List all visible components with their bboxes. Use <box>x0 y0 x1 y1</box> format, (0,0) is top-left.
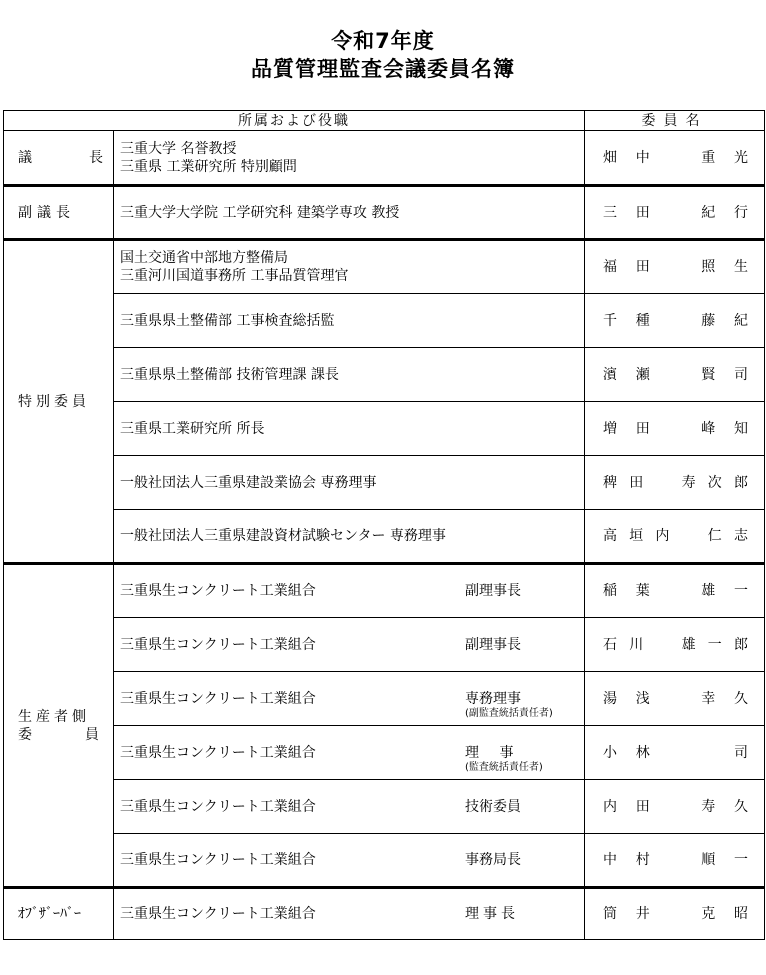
affiliation-cell <box>114 564 585 618</box>
name-char: 郎 <box>733 636 748 653</box>
affiliation-line: 三重県県土整備部 技術管理課 課長 <box>120 366 339 383</box>
name-char: 光 <box>734 149 748 166</box>
affiliation-cell <box>114 618 585 672</box>
role-observer <box>4 888 114 940</box>
table-row <box>4 294 765 348</box>
affiliation-org: 三重県生コンクリート工業組合 <box>120 852 316 868</box>
name-char <box>669 744 683 762</box>
affiliation-line: 国土交通省中部地方整備局 <box>120 250 288 266</box>
member-name-chars <box>603 366 748 384</box>
member-name <box>585 240 765 294</box>
affiliation-position <box>465 851 521 869</box>
member-name-chars <box>603 204 748 222</box>
name-char: 賢 <box>701 366 716 383</box>
member-name <box>585 726 765 780</box>
name-char: 紀 <box>734 312 748 329</box>
member-name-chars <box>603 636 748 654</box>
name-char <box>655 474 669 492</box>
role-text: ｵﾌﾞｻﾞｰﾊﾞｰ <box>18 906 81 922</box>
name-char <box>669 258 683 276</box>
affiliation-cell <box>114 131 585 186</box>
affiliation-line: 三重県県土整備部 工事検査総括監 <box>120 312 335 329</box>
affiliation-cell <box>114 780 585 834</box>
role-text: 副議長 <box>18 204 75 221</box>
member-name-chars <box>603 905 748 923</box>
name-char: 司 <box>734 744 748 761</box>
header-member-name: 委員名 <box>585 111 765 131</box>
position-text: 理 事 <box>465 744 522 761</box>
name-char <box>669 582 683 600</box>
name-char: 峰 <box>701 420 716 437</box>
member-name-chars <box>603 420 748 438</box>
table-header-row <box>4 111 765 131</box>
name-char: 瀬 <box>635 366 650 383</box>
member-roster-table <box>3 110 765 940</box>
member-name <box>585 672 765 726</box>
member-name <box>585 456 765 510</box>
role-char: 員 <box>85 726 103 743</box>
name-char: 志 <box>733 528 748 544</box>
member-name-chars <box>603 851 748 869</box>
affiliation-position <box>465 678 553 720</box>
name-char: 昭 <box>734 906 748 922</box>
name-char: 順 <box>701 852 716 868</box>
name-char <box>669 905 683 923</box>
position-text: 専務理事 <box>465 690 521 707</box>
name-char: 久 <box>734 690 748 707</box>
name-char: 仁 <box>707 528 722 544</box>
member-name <box>585 834 765 888</box>
affiliation-cell <box>114 672 585 726</box>
name-char <box>669 798 683 816</box>
member-name <box>585 510 765 564</box>
name-char: 小 <box>603 744 617 761</box>
member-name <box>585 131 765 186</box>
name-char: 内 <box>603 798 617 815</box>
name-char: 次 <box>707 474 722 491</box>
name-char: 田 <box>635 259 650 275</box>
name-char: 司 <box>734 366 748 383</box>
member-name-chars <box>603 744 748 762</box>
name-char: 増 <box>603 420 617 437</box>
affiliation-org: 三重県生コンクリート工業組合 <box>120 744 316 761</box>
position-text: 技術委員 <box>465 798 521 815</box>
name-char: 種 <box>635 312 650 329</box>
member-name <box>585 186 765 240</box>
name-char <box>669 420 683 438</box>
table-row <box>4 780 765 834</box>
affiliation-line: 三重県工業研究所 所長 <box>120 420 265 437</box>
name-char: 寿 <box>681 474 696 491</box>
name-char: 内 <box>655 528 670 544</box>
affiliation-cell <box>114 294 585 348</box>
name-char: 一 <box>707 636 722 653</box>
name-char: 三 <box>603 204 617 221</box>
name-char: 石 <box>603 636 617 653</box>
affiliation-position <box>465 732 543 774</box>
table-row <box>4 186 765 240</box>
position-text: 副理事長 <box>465 583 521 599</box>
name-char <box>682 527 696 545</box>
affiliation-cell <box>114 456 585 510</box>
name-char: 田 <box>635 798 650 815</box>
table-row <box>4 618 765 672</box>
name-char: 浅 <box>635 690 650 707</box>
position-text: 理事長 <box>465 906 519 922</box>
affiliation-cell <box>114 888 585 940</box>
name-char: 畑 <box>603 149 617 166</box>
role-chair <box>4 131 114 186</box>
member-name-chars <box>603 690 748 708</box>
name-char: 村 <box>635 852 650 868</box>
member-name-chars <box>603 527 748 545</box>
name-char: 垣 <box>629 528 644 544</box>
name-char <box>669 366 683 384</box>
affiliation-position <box>465 798 521 816</box>
name-char: 濱 <box>603 366 617 383</box>
member-name <box>585 618 765 672</box>
position-text: 事務局長 <box>465 852 521 868</box>
table-row <box>4 564 765 618</box>
name-char: 川 <box>629 636 644 653</box>
position-subtitle: (監査統括責任者) <box>465 761 543 773</box>
affiliation-position <box>465 582 521 600</box>
name-char <box>669 690 683 708</box>
name-char: 稗 <box>603 474 617 491</box>
name-char <box>669 851 683 869</box>
name-char <box>669 149 683 167</box>
role-text-line2 <box>18 726 103 744</box>
table-row <box>4 834 765 888</box>
member-name-chars <box>603 582 748 600</box>
affiliation-line: 三重河川国道事務所 工事品質管理官 <box>120 268 349 284</box>
table-row <box>4 726 765 780</box>
name-char: 紀 <box>701 204 716 221</box>
name-char: 一 <box>734 852 748 868</box>
affiliation-cell <box>114 186 585 240</box>
position-subtitle: (副監査統括責任者) <box>465 707 553 719</box>
affiliation-org: 三重県生コンクリート工業組合 <box>120 690 316 707</box>
name-char <box>701 744 715 762</box>
table-row <box>4 456 765 510</box>
affiliation-cell <box>114 348 585 402</box>
table-row <box>4 240 765 294</box>
member-name <box>585 564 765 618</box>
member-name-chars <box>603 474 748 492</box>
affiliation-org: 三重県生コンクリート工業組合 <box>120 798 316 815</box>
affiliation-cell <box>114 726 585 780</box>
name-char: 久 <box>734 798 748 815</box>
role-text: 生産者側 <box>18 708 90 725</box>
name-char: 千 <box>603 312 617 329</box>
name-char <box>655 636 669 654</box>
page-subtitle: 品質管理監査会議委員名簿 <box>251 57 515 81</box>
name-char: 福 <box>603 259 617 275</box>
affiliation-cell <box>114 510 585 564</box>
role-char: 議 <box>18 149 32 166</box>
member-name <box>585 402 765 456</box>
role-char: 委 <box>18 726 36 743</box>
name-char: 克 <box>701 906 716 922</box>
name-char: 田 <box>629 474 644 491</box>
table-row <box>4 888 765 940</box>
role-chair-label <box>18 149 103 167</box>
page-title: 令和7年度 <box>331 29 435 53</box>
member-name-chars <box>603 798 748 816</box>
name-char: 湯 <box>603 690 617 707</box>
name-char: 稲 <box>603 583 617 599</box>
member-name-chars <box>603 149 748 167</box>
role-producer-members <box>4 564 114 888</box>
name-char <box>669 312 683 330</box>
member-name-chars <box>603 258 748 276</box>
header-affiliation: 所属および役職 <box>4 111 585 131</box>
affiliation-position <box>465 905 519 923</box>
role-text: 特別委員 <box>18 393 90 410</box>
name-char: 一 <box>734 583 748 599</box>
name-char: 葉 <box>635 583 650 599</box>
name-char: 照 <box>701 259 716 275</box>
name-char: 雄 <box>701 583 716 599</box>
role-vice-chair <box>4 186 114 240</box>
role-char: 長 <box>89 149 103 166</box>
name-char <box>669 204 683 222</box>
name-char: 雄 <box>681 636 696 653</box>
affiliation-org: 三重県生コンクリート工業組合 <box>120 583 316 599</box>
affiliation-org: 三重県生コンクリート工業組合 <box>120 636 316 653</box>
table-row <box>4 131 765 186</box>
table-row <box>4 402 765 456</box>
affiliation-line: 一般社団法人三重県建設業協会 専務理事 <box>120 474 377 491</box>
member-name <box>585 888 765 940</box>
name-char: 知 <box>734 420 748 437</box>
name-char: 行 <box>734 204 748 221</box>
name-char: 高 <box>603 528 617 544</box>
member-name <box>585 780 765 834</box>
name-char: 林 <box>635 744 650 761</box>
name-char: 筒 <box>603 906 617 922</box>
affiliation-cell <box>114 240 585 294</box>
position-text: 副理事長 <box>465 636 521 653</box>
name-char: 寿 <box>701 798 716 815</box>
name-char: 田 <box>635 204 650 221</box>
name-char: 井 <box>635 906 650 922</box>
role-special-members <box>4 240 114 564</box>
member-name-chars <box>603 312 748 330</box>
name-char: 田 <box>635 420 650 437</box>
member-name <box>585 294 765 348</box>
affiliation-position <box>465 636 521 654</box>
table-row <box>4 510 765 564</box>
member-name <box>585 348 765 402</box>
affiliation-cell <box>114 834 585 888</box>
table-row <box>4 672 765 726</box>
name-char: 中 <box>635 149 650 166</box>
affiliation-line: 三重大学大学院 工学研究科 建築学専攻 教授 <box>120 204 400 221</box>
affiliation-line: 三重県 工業研究所 特別顧問 <box>120 158 297 175</box>
table-row <box>4 348 765 402</box>
affiliation-org: 三重県生コンクリート工業組合 <box>120 906 316 922</box>
affiliation-line: 一般社団法人三重県建設資材試験センター 専務理事 <box>120 528 446 544</box>
name-char: 重 <box>701 149 716 166</box>
name-char: 藤 <box>701 312 716 329</box>
name-char: 幸 <box>701 690 716 707</box>
affiliation-cell <box>114 402 585 456</box>
affiliation-line: 三重大学 名誉教授 <box>120 140 237 157</box>
name-char: 郎 <box>733 474 748 491</box>
name-char: 生 <box>734 259 748 275</box>
name-char: 中 <box>603 852 617 868</box>
